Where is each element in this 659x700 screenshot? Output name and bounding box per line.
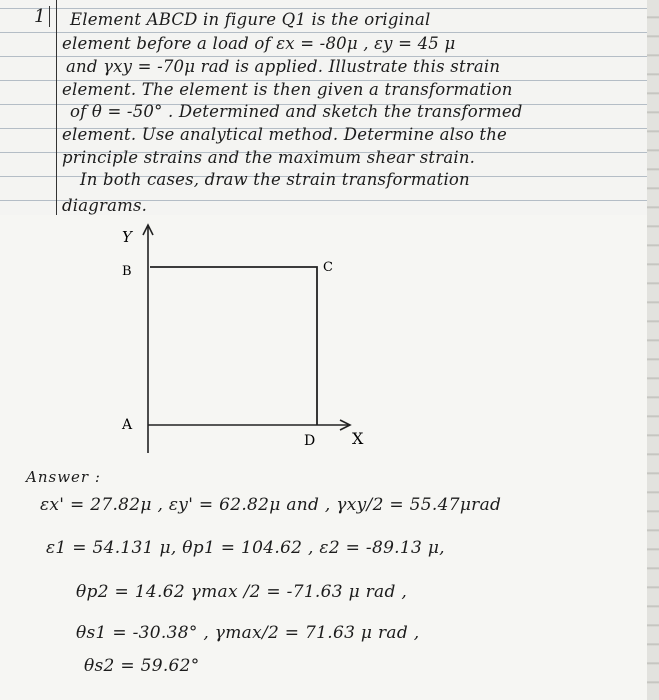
element-square — [150, 267, 317, 425]
corner-label-c: C — [323, 260, 333, 275]
question-line: and γxy = -70μ rad is applied. Illustrate this strain — [66, 57, 501, 76]
answer-line: εx' = 27.82μ , εy' = 62.82μ and , γxy/2 = 55.47μrad — [40, 495, 502, 515]
question-line: element before a load of εx = -80μ , εy = 45 μ — [62, 34, 456, 53]
corner-label-a: A — [122, 417, 133, 433]
answer-line: θs1 = -30.38° , γmax/2 = 71.63 μ rad , — [76, 623, 420, 643]
answer-line: ε1 = 54.131 μ, θp1 = 104.62 , ε2 = -89.13 μ, — [46, 538, 445, 558]
question-line: principle strains and the maximum shear strain. — [62, 148, 476, 167]
question-number: 1 — [34, 6, 50, 27]
question-line: In both cases, draw the strain transformation — [80, 170, 470, 189]
y-axis-label: Y — [122, 228, 132, 246]
element-abcd-figure — [0, 215, 659, 460]
ruled-line — [0, 32, 659, 33]
question-line: of θ = -50° . Determined and sketch the transformed — [70, 102, 523, 121]
question-line: diagrams. — [62, 196, 148, 215]
question-line: element. The element is then given a transformation — [62, 80, 513, 99]
question-line: Element ABCD in figure Q1 is the original — [70, 10, 431, 29]
notebook-binding — [647, 0, 659, 700]
answer-line: θs2 = 59.62° — [84, 656, 200, 676]
answer-line: θp2 = 14.62 γmax /2 = -71.63 μ rad , — [76, 582, 408, 602]
question-area — [0, 0, 659, 215]
answer-label: Answer : — [26, 468, 101, 486]
margin-line — [56, 0, 57, 215]
ruled-line — [0, 8, 659, 9]
x-axis-label: X — [352, 429, 364, 448]
corner-label-d: D — [304, 433, 316, 449]
corner-label-b: B — [122, 264, 132, 279]
question-line: element. Use analytical method. Determine also the — [62, 125, 508, 144]
